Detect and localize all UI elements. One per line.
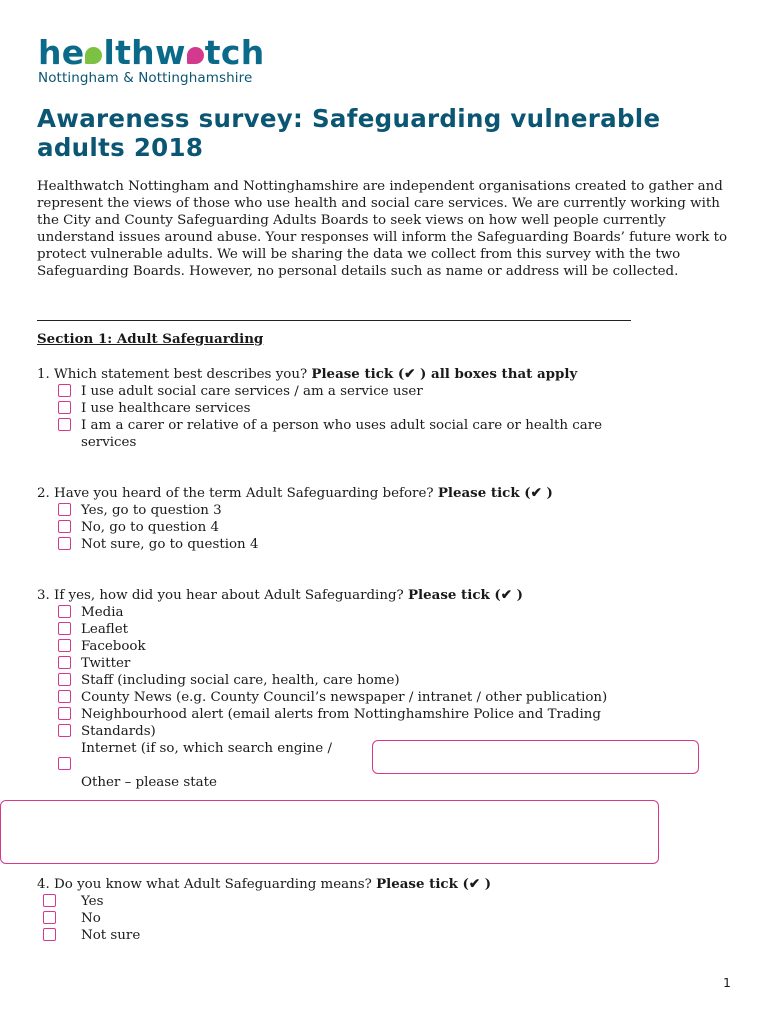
healthwatch-logo	[38, 33, 265, 86]
section-heading: Section 1: Adult Safeguarding	[37, 331, 264, 347]
question-2: 2. Have you heard of the term Adult Safeguarding before? Please tick (✔ )	[37, 485, 553, 501]
speech-bubble-icon	[187, 47, 204, 64]
option-label: No, go to question 4	[81, 520, 219, 535]
checkbox-q4-no[interactable]	[43, 911, 56, 924]
option-label: Yes	[81, 894, 104, 909]
checkbox-q3-county-news[interactable]	[58, 690, 71, 703]
option-label: Not sure, go to question 4	[81, 537, 259, 552]
option-label: Staff (including social care, health, care home)	[81, 673, 400, 688]
option-label-continued: Standards)	[81, 724, 156, 739]
checkbox-q3-staff[interactable]	[58, 673, 71, 686]
other-please-state-input[interactable]	[0, 800, 659, 864]
logo-subtitle: Nottingham & Nottinghamshire	[38, 70, 253, 86]
page-number: 1	[723, 975, 731, 990]
speech-bubble-icon	[85, 47, 102, 64]
checkbox-q3-leaflet[interactable]	[58, 622, 71, 635]
checkbox-q3-facebook[interactable]	[58, 639, 71, 652]
intro-paragraph: Healthwatch Nottingham and Nottinghamshire are independent organisations created to gather and represent the views of those who use health and social care services. We are currently working with the City and County Safeguarding Adults Boards to seek views on how well people currently understand issues around abuse. Your responses will inform the Safeguarding Boards’ future work to protect vulnerable adults. We will be sharing the data we collect from this survey with the two Safeguarding Boards. However, no personal details such as name or address will be collected.	[37, 179, 728, 279]
option-label-continued: services	[81, 435, 137, 450]
option-label: Not sure	[81, 928, 141, 943]
checkbox-q3-standards[interactable]	[58, 724, 71, 737]
option-label: Internet (if so, which search engine /	[81, 741, 333, 756]
option-label: County News (e.g. County Council’s newspaper / intranet / other publication)	[81, 690, 608, 705]
checkbox-q2-yes[interactable]	[58, 503, 71, 516]
option-label: Leaflet	[81, 622, 129, 637]
question-4: 4. Do you know what Adult Safeguarding means? Please tick (✔ )	[37, 876, 492, 892]
checkbox-q3-twitter[interactable]	[58, 656, 71, 669]
checkbox-q3-neighbourhood-alert[interactable]	[58, 707, 71, 720]
question-1: 1. Which statement best describes you? Please tick (✔ ) all boxes that apply	[37, 366, 578, 382]
checkbox-q3-internet[interactable]	[58, 757, 71, 770]
checkbox-q1-option-2[interactable]	[58, 401, 71, 414]
page-title: Awareness survey: Safeguarding vulnerable adults 2018	[37, 104, 661, 162]
option-label: Twitter	[81, 656, 131, 671]
internet-search-engine-input[interactable]	[372, 740, 699, 774]
option-label: I use adult social care services / am a service user	[81, 384, 423, 399]
option-label: No	[81, 911, 101, 926]
divider	[37, 320, 631, 321]
question-3: 3. If yes, how did you hear about Adult Safeguarding? Please tick (✔ )	[37, 587, 523, 603]
checkbox-q3-media[interactable]	[58, 605, 71, 618]
logo-wordmark: he lthw tch	[38, 33, 265, 72]
checkbox-q1-option-3[interactable]	[58, 418, 71, 431]
option-label: Other – please state	[81, 775, 217, 790]
checkbox-q2-not-sure[interactable]	[58, 537, 71, 550]
option-label: I am a carer or relative of a person who uses adult social care or health care	[81, 418, 603, 433]
option-label: Neighbourhood alert (email alerts from Nottinghamshire Police and Trading	[81, 707, 601, 722]
checkbox-q2-no[interactable]	[58, 520, 71, 533]
checkbox-q4-not-sure[interactable]	[43, 928, 56, 941]
option-label: Media	[81, 605, 124, 620]
checkbox-q1-option-1[interactable]	[58, 384, 71, 397]
option-label: Facebook	[81, 639, 146, 654]
option-label: I use healthcare services	[81, 401, 251, 416]
option-label: Yes, go to question 3	[81, 503, 222, 518]
checkbox-q4-yes[interactable]	[43, 894, 56, 907]
